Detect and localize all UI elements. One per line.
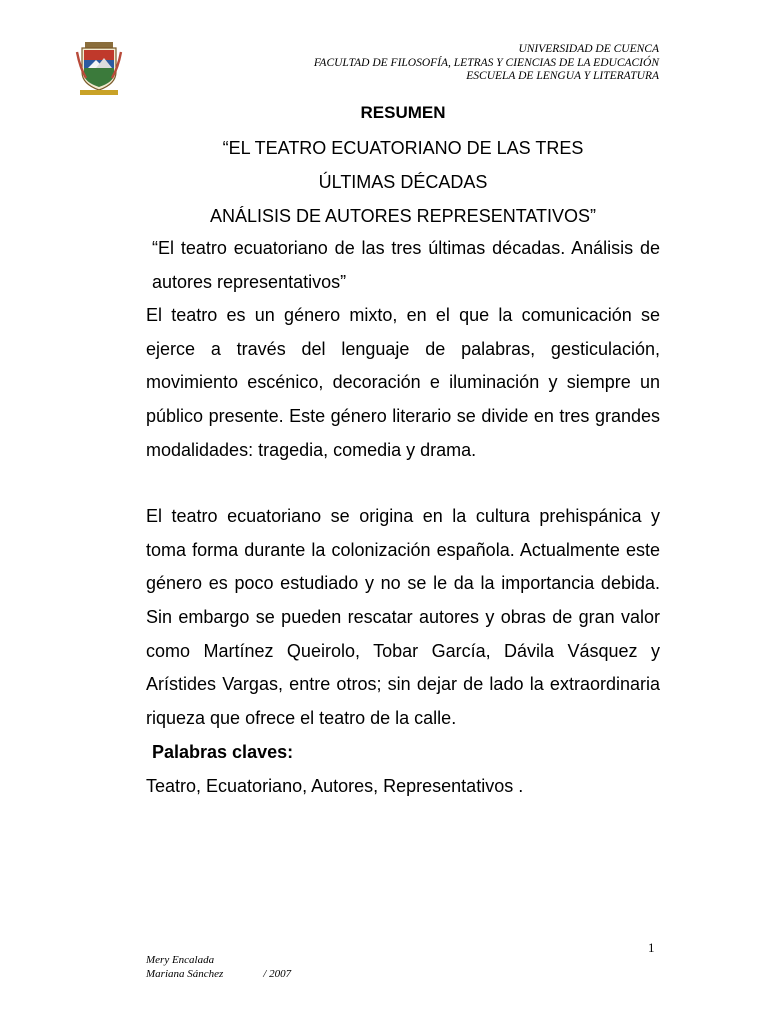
title-block [146,100,660,233]
institution-header [314,43,659,84]
page-number: 1 [648,940,655,955]
document-title-line-1: “EL TEATRO ECUATORIANO DE LAS TRES [222,138,584,158]
faculty-name: FACULTAD DE FILOSOFÍA, LETRAS Y CIENCIAS DE LA EDUCACIÓN [313,56,659,69]
section-heading: RESUMEN [360,103,446,122]
abstract-body [146,232,660,803]
footer-authors [146,953,291,981]
keywords-heading: Palabras claves: [152,742,294,763]
abstract-paragraph-1: El teatro es un género mixto, en el que la comunicación se ejerce a través del lenguaje de palabras, gesticulación, movimiento escénico, decoración e iluminación y siempre un público presente. Este género literario se divide en tres grandes modalidades: tragedia, comedia y drama. [146,305,660,460]
quoted-title-paragraph: “El teatro ecuatoriano de las tres últimas décadas. Análisis de autores representativos” [152,238,660,292]
author-2: Mariana Sánchez [146,968,224,980]
footer-year: / 2007 [263,968,292,980]
document-title-line-2: ÚLTIMAS DÉCADAS [318,172,488,192]
university-coat-of-arms-icon [74,38,124,96]
document-title-line-3: ANÁLISIS DE AUTORES REPRESENTATIVOS” [209,206,597,226]
keywords-list: Teatro, Ecuatoriano, Autores, Representativos . [146,776,524,797]
university-name: UNIVERSIDAD DE CUENCA [518,43,659,55]
school-name: ESCUELA DE LENGUA Y LITERATURA [466,70,659,82]
abstract-paragraph-2: El teatro ecuatoriano se origina en la cultura prehispánica y toma forma durante la colonización española. Actualmente este género es poco estudiado y no se le da la importancia debida. Sin embargo se pueden rescatar autores y obras de gran valor como Martínez Queirolo, Tobar García, Dávila Vásquez y Arístides Vargas, entre otros; sin dejar de lado la extraordinaria riqueza que ofrece el teatro de la calle. [146,506,660,728]
author-1: Mery Encalada [146,954,215,966]
